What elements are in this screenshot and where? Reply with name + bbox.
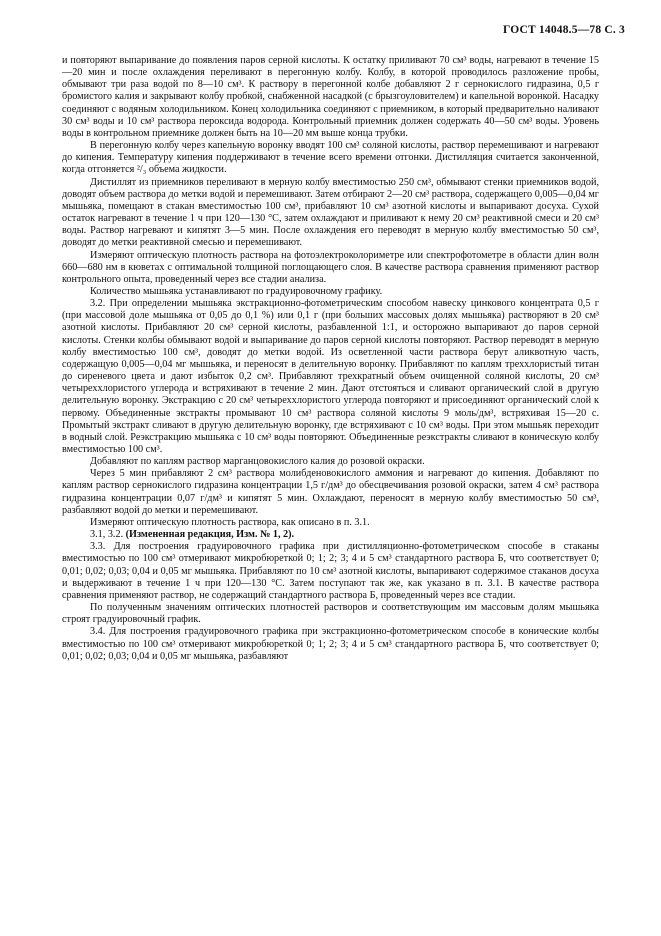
document-body bbox=[62, 55, 599, 663]
paragraph: 3.2. При определении мышьяка экстракционно-фотометрическим способом навеску цинкового концентрата 0,5 г (при массовой доле мышьяка от 0,05 до 0,1 %) или 0,1 г (при больших массовых долях мышьяка) растворяют в 20 см³ азотной кислоты. Прибавляют 20 см³ серной кислоты, разбавленной 1:1, и осторожно выпаривают до паров серной кислоты. Стенки колбы обмывают водой и выпаривание до паров серной кислоты повторяют. Раствор переводят в мерную колбу вместимостью 100 см³, доводят до метки водой. Из осветленной части раствора берут аликвотную часть, содержащую 0,005—0,04 мг мышьяка, и переносят в делительную воронку. Прибавляют по каплям треххлористый титан до сиреневого цвета и дают избыток 0,2 см³. Прибавляют трехкратный объем очищенной соляной кислоты, 20 см³ четыреххлористого углерода и встряхивают в течение 2 мин. Дают отстояться и сливают органический слой в другую делительную воронку. Экстракцию с 20 см³ четыреххлористого углерода повторяют и присоединяют органический слой к первому. Объединенные экстракты промывают 10 см³ раствора соляной кислоты 9 моль/дм³, встряхивая 15—20 с. Промытый экстракт сливают в другую делительную воронку, где встряхивают с 10 см³ воды. При этом мышьяк переходит в водный слой. Реэкстракцию мышьяка с 10 см³ воды повторяют. Объединенные реэкстракты сливают в коническую колбу вместимостью 100 см³. bbox=[62, 298, 599, 455]
paragraph: Измеряют оптическую плотность раствора на фотоэлектроколориметре или спектрофотометре в области длин волн 660—680 нм в кюветах с оптимальной толщиной поглощающего слоя. В качестве раствора сравнения применяют раствор контрольного опыта, проведенный через все стадии анализа. bbox=[62, 249, 599, 285]
amendment-bold: (Измененная редакция, Изм. № 1, 2). bbox=[125, 529, 295, 541]
paragraph: Количество мышьяка устанавливают по градуировочному графику. bbox=[90, 285, 383, 297]
paragraph: В перегонную колбу через капельную воронку вводят 100 см³ соляной кислоты, раствор перемешивают и нагревают до кипения. Температуру кипения поддерживают в течение всего времени отгонки. Дистилляция считается законченной, когда отгоняется ²/₃ объема жидкости. bbox=[62, 140, 599, 176]
paragraph: Дистиллят из приемников переливают в мерную колбу вместимостью 250 см³, обмывают стенки приемников водой, доводят объем раствора до метки водой и перемешивают. Затем отбирают 2—20 см³ раствора, содержащего 0,005—0,04 мг мышьяка, помещают в стакан вместимостью 100 см³, прибавляют 10 см³ азотной кислоты и выпаривают досуха. Сухой остаток нагревают в течение 1 ч при 120—130 °С, затем охлаждают и приливают к нему 20 см³ реактивной смеси и 20 см³ воды. Раствор нагревают и кипятят 3—5 мин. После охлаждения его переводят в мерную колбу вместимостью 50 см³, доводят до метки реактивной смесью и перемешивают. bbox=[62, 176, 599, 249]
paragraph: Добавляют по каплям раствор марганцовокислого калия до розовой окраски. bbox=[90, 456, 425, 468]
amendment-prefix: 3.1, 3.2. bbox=[90, 529, 126, 541]
paragraph: 3.4. Для построения градуировочного графика при экстракционно-фотометрическом способе в конические колбы вместимостью по 100 см³ отмеривают микробюреткой 0; 1; 2; 3; 4 и 5 см³ стандартного раствора Б, что соответствует 0; 0,01; 0,02; 0,03; 0,04 и 0,05 мг мышьяка, разбавляют bbox=[62, 626, 599, 662]
paragraph: Через 5 мин прибавляют 2 см³ раствора молибденовокислого аммония и нагревают до кипения. Добавляют по каплям раствор сернокислого гидразина концентрации 1,5 г/дм³ до обесцвечивания розовой окраски, затем 4 см³ раствора гидразина концентрации 0,07 г/дм³ и кипятят 5 мин. Охлаждают, переносят в мерную колбу вместимостью 50 см³, разбавляют водой до метки и перемешивают. bbox=[62, 468, 599, 516]
paragraph: По полученным значениям оптических плотностей растворов и соответствующим им массовым долям мышьяка строят градуировочный график. bbox=[62, 602, 599, 626]
paragraph: Измеряют оптическую плотность раствора, как описано в п. 3.1. bbox=[90, 516, 370, 528]
paragraph: и повторяют выпаривание до появления паров серной кислоты. К остатку приливают 70 см³ воды, нагревают в течение 15—20 мин и после охлаждения переливают в перегонную колбу. Колбу, в которой проводилось разложение пробы, обмывают три раза водой по 8—10 см³. К раствору в перегонной колбе добавляют 2 г сернокислого гидразина, 0,5 г бромистого калия и закрывают колбу пробкой, снабженной насадкой (с брызгоуловителем) и капельной воронкой. Насадку соединяют с водяным холодильником. Конец холодильника соединяют с приемником, в который предварительно наливают 30 см³ воды и 10 см³ раствора пероксида водорода. Контрольный приемник должен содержать 40—50 см³ воды. Уровень воды в контрольном приемнике должен быть на 10—20 мм выше конца трубки. bbox=[62, 55, 599, 139]
page-header: ГОСТ 14048.5—78 С. 3 bbox=[502, 24, 625, 36]
amendment-note bbox=[62, 529, 599, 541]
paragraph: 3.3. Для построения градуировочного графика при дистилляционно-фотометрическом способе в стаканы вместимостью по 100 см³ отмеривают микробюреткой 0; 1; 2; 3; 4 и 5 см³ стандартного раствора Б, что соответствует 0; 0,01; 0,02; 0,03; 0,04 и 0,05 мг мышьяка. Прибавляют по 10 см³ азотной кислоты, выпаривают содержимое стаканов досуха и выдерживают в течение 1 ч при 120—130 °С. Затем поступают так же, как указано в п. 3.1. В качестве раствора сравнения применяют раствор, не содержащий стандартного раствора Б, проведенный через все стадии. bbox=[62, 541, 599, 601]
